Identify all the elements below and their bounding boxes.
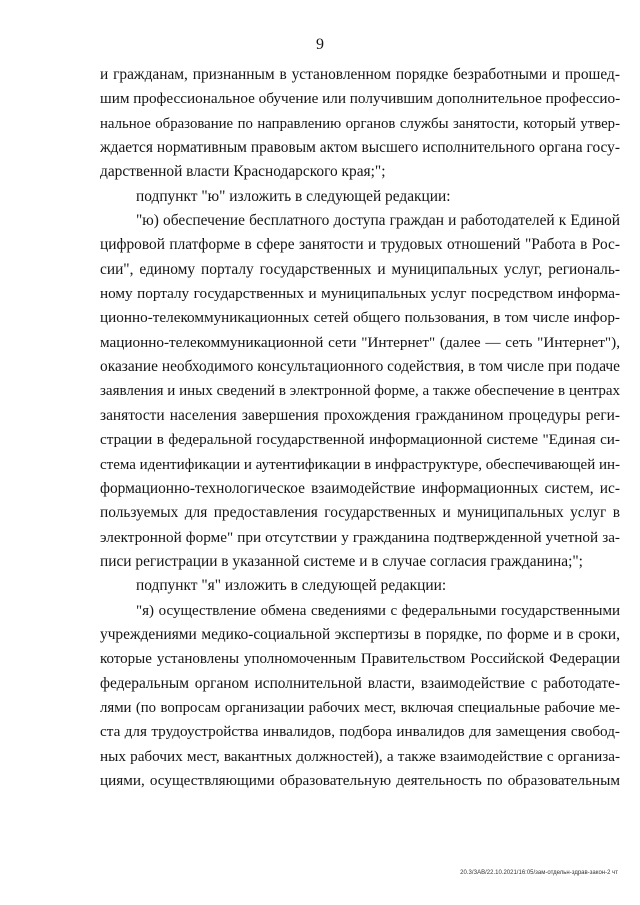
text-line: формационно-технологическое взаимодействие информационных систем, ис- bbox=[100, 479, 620, 497]
text-line: и гражданам, признанным в установленном порядке безработными и прошед- bbox=[100, 66, 620, 83]
text-line: цифровой платформе в сфере занятости и трудовых отношений "Работа в Рос- bbox=[100, 236, 620, 254]
text-line: "я) осуществление обмена сведениями с федеральными государственными bbox=[136, 602, 620, 619]
text-line: ционно-телекоммуникационных сетей общего пользования, в том числе инфор- bbox=[100, 309, 620, 327]
text-line: дарственной власти Краснодарского края;"; bbox=[100, 163, 386, 181]
text-line: стема идентификации и аутентификации в инфраструктуре, обеспечивающей ин- bbox=[100, 456, 621, 473]
text-line: которые установлены уполномоченным Правительством Российской Федерации bbox=[100, 651, 620, 668]
text-line: электронной форме" при отсутствии у гражданина подтвержденной учетной за- bbox=[100, 528, 620, 546]
text-line: подпункт "ю" изложить в следующей редакции: bbox=[136, 187, 451, 205]
page-number: 9 bbox=[316, 36, 324, 53]
text-line: сии", единому порталу государственных и муниципальных услуг, региональ- bbox=[100, 260, 620, 278]
text-line: ста для трудоустройства инвалидов, подбора инвалидов для замещения свобод- bbox=[100, 723, 620, 741]
text-line: ждается нормативным правовым актом высшего исполнительного органа госу- bbox=[100, 139, 620, 157]
text-line: писи регистрации в указанной системе и в случае согласия гражданина;"; bbox=[100, 552, 583, 570]
document-body bbox=[100, 63, 620, 793]
text-line: федеральным органом исполнительной власти, взаимодействие с работодате- bbox=[100, 674, 620, 692]
text-line: оказание необходимого консультационного содействия, в том числе при подаче bbox=[100, 358, 620, 376]
text-line: пользуемых для предоставления государственных и муниципальных услуг в bbox=[100, 504, 620, 522]
text-line: заявления и иных сведений в электронной форме, а также обеспечение в центрах bbox=[100, 383, 620, 400]
text-line: ному порталу государственных и муниципальных услуг посредством информа- bbox=[100, 285, 620, 303]
text-line: мационно-телекоммуникационной сети "Интернет" (далее — сеть "Интернет"), bbox=[100, 333, 620, 351]
text-line: циями, осуществляющими образовательную деятельность по образовательным bbox=[100, 771, 620, 789]
text-line: ных рабочих мест, вакантных должностей), а также взаимодействие с организа- bbox=[100, 747, 620, 765]
text-line: нальное образование по направлению органов службы занятости, который утвер- bbox=[100, 115, 620, 132]
text-line: лями (по вопросам организации рабочих мест, включая специальные рабочие ме- bbox=[100, 699, 620, 716]
text-line: страции в федеральной государственной информационной системе "Единая си- bbox=[100, 431, 620, 449]
text-line: "ю) обеспечение бесплатного доступа граждан и работодателей к Единой bbox=[136, 212, 620, 230]
footer-code: 20.3/ЗАВ/22.10.2021/16:05/зам-отдельн-здрав-закон-2 чт bbox=[460, 870, 618, 876]
text-line: шим профессиональное обучение или получившим дополнительное профессио- bbox=[100, 90, 621, 108]
text-line: учреждениями медико-социальной экспертизы в порядке, по форме и в сроки, bbox=[100, 625, 620, 643]
text-line: занятости населения завершения прохождения гражданином процедуры реги- bbox=[100, 406, 620, 424]
text-line: подпункт "я" изложить в следующей редакции: bbox=[136, 577, 447, 595]
